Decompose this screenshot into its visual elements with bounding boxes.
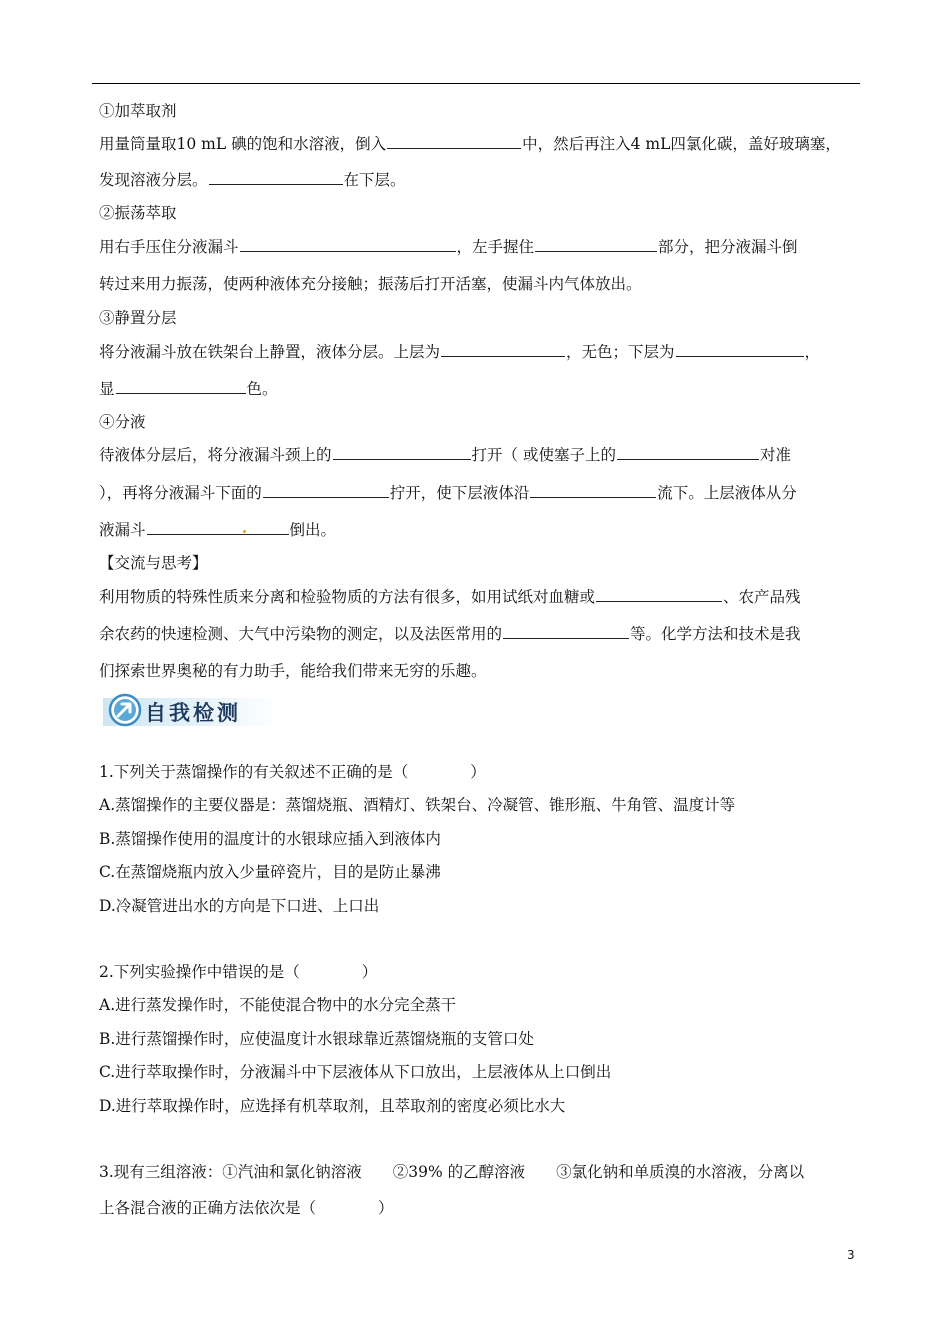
step1-line1: 用量筒量取10 mL 碘的饱和水溶液，倒入 中，然后再注入4 mL四氯化碳，盖好玻璃塞，	[99, 135, 841, 153]
fill-blank[interactable]	[209, 170, 343, 185]
exchange-line3: 们探索世界奥秘的有力助手，能给我们带来无穷的乐趣。	[99, 662, 487, 680]
fill-blank[interactable]	[535, 237, 657, 252]
arrow-badge-icon	[107, 692, 143, 728]
fill-blank[interactable]	[676, 342, 804, 357]
step4-heading: ④分液	[99, 413, 146, 431]
fill-blank[interactable]	[116, 379, 246, 394]
page-number: 3	[847, 1248, 855, 1262]
q2-option-d: D.进行萃取操作时，应选择有机萃取剂，且萃取剂的密度必须比水大	[99, 1097, 566, 1115]
q1-option-b: B.蒸馏操作使用的温度计的水银球应插入到液体内	[99, 830, 441, 848]
fill-blank[interactable]	[441, 342, 565, 357]
fill-blank[interactable]	[240, 237, 456, 252]
step1-line2: 发现溶液分层。 在下层。	[99, 171, 406, 189]
q2-option-b: B.进行蒸馏操作时，应使温度计水银球靠近蒸馏烧瓶的支管口处	[99, 1030, 534, 1048]
q1-stem: 1.下列关于蒸馏操作的有关叙述不正确的是（ ）	[99, 763, 486, 781]
header-rule	[92, 83, 860, 84]
q1-option-c: C.在蒸馏烧瓶内放入少量碎瓷片，目的是防止暴沸	[99, 863, 441, 881]
step1-heading: ①加萃取剂	[99, 102, 177, 120]
q1-option-a: A.蒸馏操作的主要仪器是：蒸馏烧瓶、酒精灯、铁架台、冷凝管、锥形瓶、牛角管、温度计等	[99, 796, 736, 814]
q2-stem: 2.下列实验操作中错误的是（ ）	[99, 963, 378, 981]
self-check-banner	[103, 690, 283, 730]
step3-heading: ③静置分层	[99, 309, 177, 327]
q2-option-a: A.进行蒸发操作时，不能使混合物中的水分完全蒸干	[99, 996, 457, 1014]
exchange-line1: 利用物质的特殊性质来分离和检验物质的方法有很多，如用试纸对血糖或 、农产品残	[99, 588, 801, 606]
exchange-line2: 余农药的快速检测、大气中污染物的测定，以及法医常用的 等。化学方法和技术是我	[99, 625, 801, 643]
step2-line1: 用右手压住分液漏斗 ，左手握住 部分，把分液漏斗倒	[99, 238, 798, 256]
fill-blank[interactable]	[530, 483, 656, 498]
fill-blank[interactable]	[333, 445, 471, 460]
q2-option-c: C.进行萃取操作时，分液漏斗中下层液体从下口放出，上层液体从上口倒出	[99, 1063, 612, 1081]
q3-line1: 3.现有三组溶液：①汽油和氯化钠溶液 ②39% 的乙醇溶液 ③氯化钠和单质溴的水溶液，分离以	[99, 1163, 805, 1181]
fill-blank[interactable]	[147, 520, 289, 535]
fill-blank[interactable]	[263, 483, 389, 498]
step3-line2: 显 色。	[99, 380, 278, 398]
q1-option-d: D.冷凝管进出水的方向是下口进、上口出	[99, 897, 380, 915]
banner-title: 自我检测	[145, 701, 241, 725]
step2-heading: ②振荡萃取	[99, 204, 177, 222]
step3-line1: 将分液漏斗放在铁架台上静置，液体分层。上层为 ，无色；下层为 ，	[99, 343, 821, 361]
exchange-heading: 【交流与思考】	[99, 554, 208, 572]
fill-blank[interactable]	[503, 624, 629, 639]
step4-line1: 待液体分层后，将分液漏斗颈上的 打开（ 或使塞子上的 对准	[99, 446, 791, 464]
q3-line2: 上各混合液的正确方法依次是（ ）	[99, 1199, 394, 1217]
fill-blank[interactable]	[387, 134, 521, 149]
step2-line2: 转过来用力振荡，使两种液体充分接触；振荡后打开活塞，使漏斗内气体放出。	[99, 275, 642, 293]
step4-line3: 液漏斗 倒出。	[99, 521, 337, 539]
fill-blank[interactable]	[596, 587, 722, 602]
step4-line2: ），再将分液漏斗下面的 拧开，使下层液体沿 流下。上层液体从分	[99, 484, 797, 502]
fill-blank[interactable]	[617, 445, 759, 460]
